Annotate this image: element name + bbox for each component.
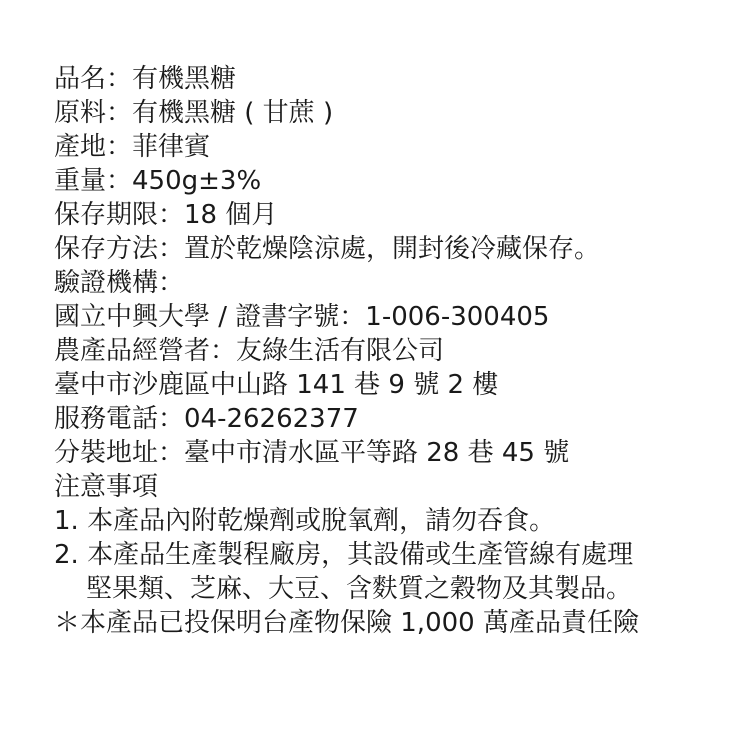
notes-heading: 注意事項 xyxy=(54,472,159,502)
note-2-line-2: 堅果類、芝麻、大豆、含麩質之穀物及其製品。 xyxy=(86,574,633,604)
phone-line: 服務電話：04-26262377 xyxy=(54,404,359,434)
origin-line: 產地：菲律賓 xyxy=(54,132,211,162)
note-1-line: 1. 本產品內附乾燥劑或脫氧劑，請勿吞食。 xyxy=(54,506,556,536)
shelf-life-line: 保存期限：18 個月 xyxy=(54,200,278,230)
ingredients-line: 原料：有機黑糖 ( 甘蔗 ) xyxy=(54,98,334,128)
product-label xyxy=(54,62,714,640)
distribution-address-line: 分裝地址：臺中市清水區平等路 28 巷 45 號 xyxy=(54,438,570,468)
certification-body-line: 國立中興大學 / 證書字號：1-006-300405 xyxy=(54,302,550,332)
product-name-line: 品名：有機黑糖 xyxy=(54,64,237,94)
address-line: 臺中市沙鹿區中山路 141 巷 9 號 2 樓 xyxy=(54,370,499,400)
certification-heading: 驗證機構： xyxy=(54,268,185,298)
storage-line: 保存方法：置於乾燥陰涼處，開封後冷藏保存。 xyxy=(54,234,601,264)
insurance-line: ＊本產品已投保明台產物保險 1,000 萬產品責任險 xyxy=(54,608,639,638)
weight-line: 重量：450g±3% xyxy=(54,166,262,196)
producer-line: 農產品經營者：友綠生活有限公司 xyxy=(54,336,445,366)
note-2-line-1: 2. 本產品生產製程廠房，其設備或生產管線有處理 xyxy=(54,540,634,570)
